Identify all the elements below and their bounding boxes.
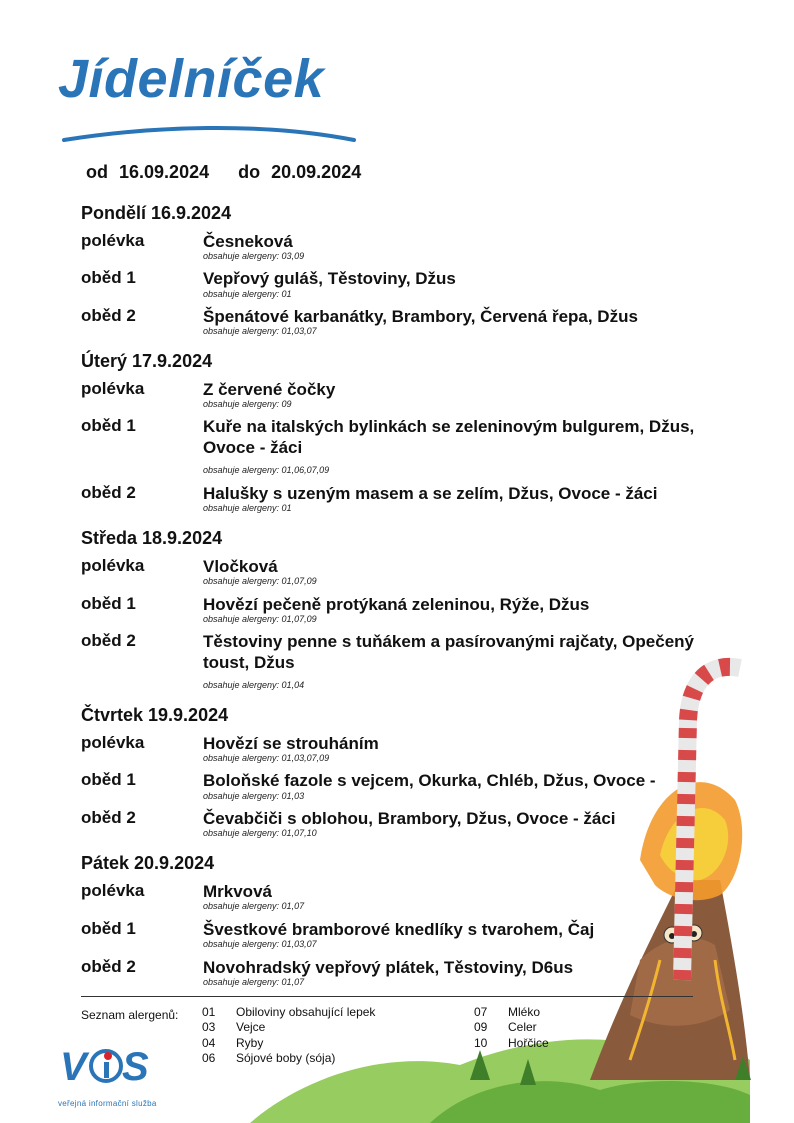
meal-allergens: obsahuje alergeny: 01,03 bbox=[203, 791, 305, 801]
meal-allergens: obsahuje alergeny: 01 bbox=[203, 503, 292, 513]
day-heading: Úterý 17.9.2024 bbox=[81, 351, 213, 371]
allergen-name: Obiloviny obsahující lepek bbox=[236, 1005, 376, 1019]
meal-category: oběd 1 bbox=[81, 268, 136, 287]
vis-logo bbox=[58, 1040, 168, 1108]
meal-dish: Hovězí se strouháním bbox=[203, 734, 379, 753]
range-to-label: do bbox=[238, 162, 261, 182]
meal-allergens: obsahuje alergeny: 01,03,07,09 bbox=[203, 753, 330, 763]
allergen-code: 04 bbox=[202, 1036, 216, 1050]
meal-dish: Mrkvová bbox=[203, 882, 272, 901]
allergen-item bbox=[202, 1020, 265, 1034]
allergen-item bbox=[202, 1005, 375, 1019]
meal-allergens: obsahuje alergeny: 03,09 bbox=[203, 251, 305, 261]
meal-category: oběd 2 bbox=[81, 631, 136, 650]
page-title: Jídelníček bbox=[58, 49, 325, 109]
allergen-item bbox=[474, 1036, 549, 1050]
range-to: 20.09.2024 bbox=[271, 162, 362, 182]
meal-allergens: obsahuje alergeny: 01,07 bbox=[203, 901, 305, 911]
allergen-legend-title: Seznam alergenů: bbox=[81, 1008, 179, 1022]
meal-dish: Novohradský vepřový plátek, Těstoviny, D6us bbox=[203, 958, 574, 977]
meal-category: oběd 1 bbox=[81, 416, 136, 435]
day-heading: Čtvrtek 19.9.2024 bbox=[81, 705, 229, 725]
allergen-item bbox=[202, 1036, 263, 1050]
meal-dish: Těstoviny penne s tuňákem a pasírovanými rajčaty, Opečený toust, Džus bbox=[203, 632, 694, 672]
allergen-item bbox=[474, 1020, 537, 1034]
meal-category: oběd 1 bbox=[81, 770, 136, 789]
meal-allergens: obsahuje alergeny: 01,07 bbox=[203, 977, 305, 987]
allergen-code: 06 bbox=[202, 1051, 216, 1065]
vis-tagline: veřejná informační služba bbox=[58, 1099, 157, 1108]
allergen-name: Vejce bbox=[236, 1020, 266, 1034]
meal-allergens: obsahuje alergeny: 01,06,07,09 bbox=[203, 465, 330, 475]
allergen-code: 09 bbox=[474, 1020, 488, 1034]
meal-category: polévka bbox=[81, 556, 145, 575]
meal-dish: Kuře na italských bylinkách se zeleninovým bulgurem, Džus, Ovoce - žáci bbox=[203, 417, 695, 457]
meal-dish: Hovězí pečeně protýkaná zeleninou, Rýže, Džus bbox=[203, 595, 590, 614]
meal-dish: Švestkové bramborové knedlíky s tvarohem, Čaj bbox=[203, 920, 595, 939]
meal-allergens: obsahuje alergeny: 01,04 bbox=[203, 680, 305, 690]
day-heading: Pátek 20.9.2024 bbox=[81, 853, 215, 873]
meal-dish: Špenátové karbanátky, Brambory, Červená řepa, Džus bbox=[203, 307, 638, 326]
meal-dish: Vepřový guláš, Těstoviny, Džus bbox=[203, 269, 456, 288]
meal-category: polévka bbox=[81, 231, 145, 250]
meal-category: oběd 1 bbox=[81, 919, 136, 938]
allergen-code: 03 bbox=[202, 1020, 216, 1034]
meal-dish: Boloňské fazole s vejcem, Okurka, Chléb, Džus, Ovoce - bbox=[203, 771, 656, 790]
footer-divider bbox=[81, 996, 693, 997]
meal-category: oběd 2 bbox=[81, 808, 136, 827]
meal-dish: Halušky s uzeným masem a se zelím, Džus, Ovoce - žáci bbox=[203, 484, 658, 503]
meal-category: polévka bbox=[81, 379, 145, 398]
allergen-name: Sójové boby (sója) bbox=[236, 1051, 336, 1065]
meal-allergens: obsahuje alergeny: 01,07,09 bbox=[203, 576, 317, 586]
day-heading: Pondělí 16.9.2024 bbox=[81, 203, 232, 223]
meal-allergens: obsahuje alergeny: 01 bbox=[203, 289, 292, 299]
svg-text:V: V bbox=[60, 1045, 87, 1089]
meal-category: oběd 2 bbox=[81, 483, 136, 502]
day-heading: Středa 18.9.2024 bbox=[81, 528, 223, 548]
allergen-code: 10 bbox=[474, 1036, 488, 1050]
meal-dish: Vločková bbox=[203, 557, 278, 576]
meal-dish: Čevabčiči s oblohou, Brambory, Džus, Ovoce - žáci bbox=[203, 809, 616, 828]
range-from: 16.09.2024 bbox=[119, 162, 210, 182]
allergen-code: 07 bbox=[474, 1005, 488, 1019]
meal-allergens: obsahuje alergeny: 01,03,07 bbox=[203, 326, 317, 336]
title-underline bbox=[62, 118, 362, 148]
meal-allergens: obsahuje alergeny: 01,07,10 bbox=[203, 828, 317, 838]
meal-category: oběd 1 bbox=[81, 594, 136, 613]
allergen-code: 01 bbox=[202, 1005, 216, 1019]
meal-allergens: obsahuje alergeny: 01,03,07 bbox=[203, 939, 317, 949]
meal-category: oběd 2 bbox=[81, 957, 136, 976]
allergen-name: Hořčice bbox=[508, 1036, 549, 1050]
meal-dish: Česneková bbox=[203, 232, 293, 251]
svg-text:S: S bbox=[122, 1045, 149, 1089]
date-range bbox=[86, 162, 367, 183]
meal-category: oběd 2 bbox=[81, 306, 136, 325]
meal-category: polévka bbox=[81, 733, 145, 752]
allergen-name: Ryby bbox=[236, 1036, 264, 1050]
meal-allergens: obsahuje alergeny: 09 bbox=[203, 399, 292, 409]
range-from-label: od bbox=[86, 162, 108, 182]
meal-dish: Z červené čočky bbox=[203, 380, 336, 399]
vis-logo-mark bbox=[58, 1040, 168, 1100]
allergen-name: Mléko bbox=[508, 1005, 541, 1019]
allergen-item bbox=[202, 1051, 335, 1065]
allergen-item bbox=[474, 1005, 540, 1019]
meal-category: polévka bbox=[81, 881, 145, 900]
meal-allergens: obsahuje alergeny: 01,07,09 bbox=[203, 614, 317, 624]
allergen-name: Celer bbox=[508, 1020, 537, 1034]
